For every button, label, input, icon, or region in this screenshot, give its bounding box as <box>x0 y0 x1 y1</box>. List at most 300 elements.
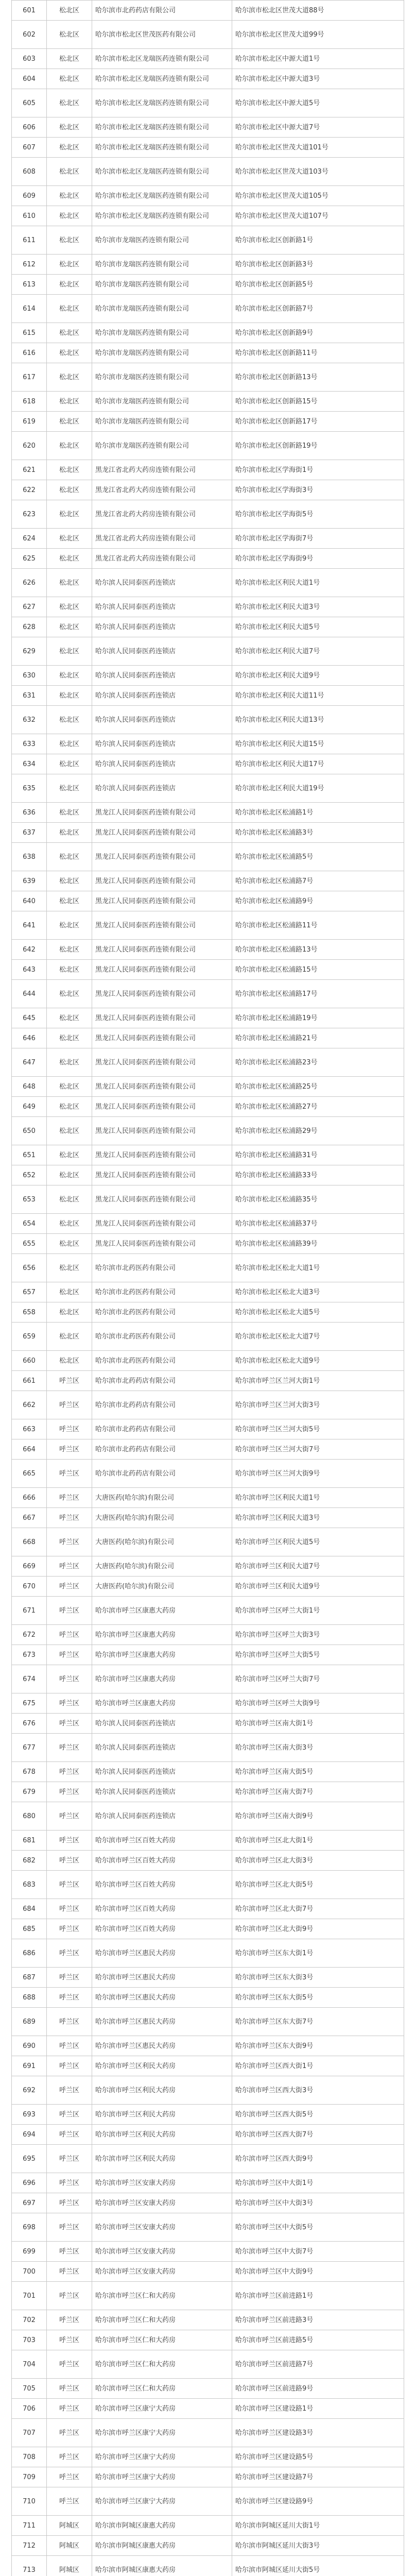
pharmacy-name-cell: 哈尔滨市龙瑞医药连锁有限公司 <box>92 226 232 255</box>
table-row <box>12 2262 404 2282</box>
row-number-cell: 708 <box>12 2447 47 2467</box>
district-cell: 松北区 <box>47 1165 92 1185</box>
pharmacy-name-cell: 哈尔滨市阿城区康惠大药房 <box>92 2516 232 2536</box>
address-cell: 哈尔滨市松北区世茂大道107号 <box>232 206 404 226</box>
row-number-cell: 674 <box>12 1665 47 1693</box>
row-number-cell: 609 <box>12 186 47 206</box>
table-row <box>12 186 404 206</box>
address-cell: 哈尔滨市松北区松北大道7号 <box>232 1323 404 1351</box>
pharmacy-name-cell: 黑龙江人民同泰医药连锁有限公司 <box>92 980 232 1008</box>
table-row <box>12 1439 404 1460</box>
pharmacy-name-cell: 哈尔滨市呼兰区康宁大药房 <box>92 2419 232 2447</box>
pharmacy-name-cell: 哈尔滨市松北区龙瑞医药连锁有限公司 <box>92 186 232 206</box>
table-row <box>12 734 404 754</box>
table-row <box>12 1665 404 1693</box>
district-cell: 松北区 <box>47 206 92 226</box>
row-number-cell: 669 <box>12 1556 47 1577</box>
row-number-cell: 602 <box>12 21 47 49</box>
table-row <box>12 529 404 549</box>
district-cell: 松北区 <box>47 1097 92 1117</box>
row-number-cell: 711 <box>12 2516 47 2536</box>
pharmacy-name-cell: 哈尔滨市北药医药有限公司 <box>92 1302 232 1323</box>
table-row <box>12 871 404 891</box>
district-cell: 呼兰区 <box>47 1762 92 1782</box>
table-row <box>12 2105 404 2125</box>
district-cell: 呼兰区 <box>47 2447 92 2467</box>
district-cell: 呼兰区 <box>47 1665 92 1693</box>
district-cell: 呼兰区 <box>47 1802 92 1831</box>
row-number-cell: 604 <box>12 69 47 89</box>
district-cell: 松北区 <box>47 891 92 911</box>
district-cell: 松北区 <box>47 940 92 960</box>
pharmacy-name-cell: 哈尔滨市呼兰区百姓大药房 <box>92 1899 232 1919</box>
row-number-cell: 615 <box>12 323 47 343</box>
pharmacy-name-cell: 哈尔滨人民同泰医药连锁店 <box>92 1714 232 1734</box>
address-cell: 哈尔滨市呼兰区西大街9号 <box>232 2145 404 2173</box>
row-number-cell: 698 <box>12 2213 47 2242</box>
pharmacy-name-cell: 哈尔滨市呼兰区惠民大药房 <box>92 2008 232 2036</box>
address-cell: 哈尔滨市呼兰区利民大道3号 <box>232 1508 404 1528</box>
row-number-cell: 663 <box>12 1419 47 1439</box>
row-number-cell: 635 <box>12 774 47 803</box>
pharmacy-name-cell: 哈尔滨市松北区龙瑞医药连锁有限公司 <box>92 89 232 117</box>
district-cell: 松北区 <box>47 255 92 275</box>
row-number-cell: 607 <box>12 138 47 158</box>
address-cell: 哈尔滨市松北区松浦路23号 <box>232 1048 404 1077</box>
district-cell: 呼兰区 <box>47 2310 92 2330</box>
row-number-cell: 653 <box>12 1185 47 1214</box>
district-cell: 呼兰区 <box>47 1939 92 1968</box>
pharmacy-name-cell: 哈尔滨市龙瑞医药连锁有限公司 <box>92 432 232 460</box>
district-cell: 松北区 <box>47 295 92 323</box>
table-row <box>12 323 404 343</box>
pharmacy-name-cell: 黑龙江人民同泰医药连锁有限公司 <box>92 1214 232 1234</box>
pharmacy-name-cell: 哈尔滨市阿城区康惠大药房 <box>92 2536 232 2556</box>
row-number-cell: 670 <box>12 1577 47 1597</box>
pharmacy-name-cell: 哈尔滨市呼兰区百姓大药房 <box>92 1871 232 1899</box>
pharmacy-name-cell: 黑龙江省北药大药房连锁有限公司 <box>92 480 232 500</box>
pharmacy-name-cell: 黑龙江人民同泰医药连锁有限公司 <box>92 1117 232 1145</box>
pharmacy-name-cell: 哈尔滨市呼兰区康惠大药房 <box>92 1665 232 1693</box>
row-number-cell: 640 <box>12 891 47 911</box>
table-row <box>12 1831 404 1851</box>
district-cell: 呼兰区 <box>47 1439 92 1460</box>
table-row <box>12 1734 404 1762</box>
address-cell: 哈尔滨市呼兰区东大街1号 <box>232 1939 404 1968</box>
address-cell: 哈尔滨市呼兰区利民大道1号 <box>232 1488 404 1508</box>
pharmacy-name-cell: 哈尔滨人民同泰医药连锁店 <box>92 637 232 666</box>
row-number-cell: 673 <box>12 1645 47 1665</box>
district-cell: 呼兰区 <box>47 2330 92 2350</box>
address-cell: 哈尔滨市松北区创新路19号 <box>232 432 404 460</box>
district-cell: 呼兰区 <box>47 2145 92 2173</box>
pharmacy-name-cell: 哈尔滨市松北区世茂医药有限公司 <box>92 21 232 49</box>
address-cell: 哈尔滨市呼兰区中大街9号 <box>232 2262 404 2282</box>
address-cell: 哈尔滨市松北区利民大道5号 <box>232 617 404 637</box>
address-cell: 哈尔滨市松北区松浦路3号 <box>232 823 404 843</box>
district-cell: 阿城区 <box>47 2536 92 2556</box>
pharmacy-name-cell: 哈尔滨人民同泰医药连锁店 <box>92 1782 232 1802</box>
address-cell: 哈尔滨市呼兰区西大街1号 <box>232 2056 404 2076</box>
pharmacy-name-cell: 哈尔滨市北药医药有限公司 <box>92 1351 232 1371</box>
row-number-cell: 630 <box>12 666 47 686</box>
table-row <box>12 1528 404 1556</box>
district-cell: 松北区 <box>47 21 92 49</box>
district-cell: 松北区 <box>47 549 92 569</box>
address-cell: 哈尔滨市松北区创新路15号 <box>232 392 404 412</box>
row-number-cell: 629 <box>12 637 47 666</box>
district-cell: 呼兰区 <box>47 1488 92 1508</box>
row-number-cell: 712 <box>12 2536 47 2556</box>
address-cell: 哈尔滨市松北区学海街5号 <box>232 500 404 529</box>
row-number-cell: 658 <box>12 1302 47 1323</box>
district-cell: 松北区 <box>47 275 92 295</box>
row-number-cell: 620 <box>12 432 47 460</box>
address-cell: 哈尔滨市松北区松浦路27号 <box>232 1097 404 1117</box>
row-number-cell: 696 <box>12 2173 47 2193</box>
row-number-cell: 624 <box>12 529 47 549</box>
row-number-cell: 621 <box>12 460 47 480</box>
address-cell: 哈尔滨市松北区利民大道7号 <box>232 637 404 666</box>
address-cell: 哈尔滨市呼兰区前进路7号 <box>232 2350 404 2379</box>
address-cell: 哈尔滨市呼兰区兰河大街7号 <box>232 1439 404 1460</box>
row-number-cell: 623 <box>12 500 47 529</box>
pharmacy-name-cell: 哈尔滨市松北区龙瑞医药连锁有限公司 <box>92 69 232 89</box>
pharmacy-name-cell: 哈尔滨人民同泰医药连锁店 <box>92 686 232 706</box>
row-number-cell: 611 <box>12 226 47 255</box>
table-row <box>12 49 404 69</box>
address-cell: 哈尔滨市松北区中源大道5号 <box>232 89 404 117</box>
row-number-cell: 668 <box>12 1528 47 1556</box>
address-cell: 哈尔滨市呼兰区呼兰大街5号 <box>232 1645 404 1665</box>
address-cell: 哈尔滨市松北区松浦路11号 <box>232 911 404 940</box>
row-number-cell: 656 <box>12 1254 47 1282</box>
address-cell: 哈尔滨市松北区松浦路13号 <box>232 940 404 960</box>
table-row <box>12 158 404 186</box>
district-cell: 松北区 <box>47 412 92 432</box>
district-cell: 呼兰区 <box>47 1693 92 1714</box>
row-number-cell: 660 <box>12 1351 47 1371</box>
address-cell: 哈尔滨市松北区利民大道13号 <box>232 706 404 734</box>
table-row <box>12 1323 404 1351</box>
address-cell: 哈尔滨市呼兰区中大街7号 <box>232 2242 404 2262</box>
address-cell: 哈尔滨市松北区创新路17号 <box>232 412 404 432</box>
district-cell: 松北区 <box>47 1234 92 1254</box>
district-cell: 呼兰区 <box>47 1782 92 1802</box>
pharmacy-name-cell: 黑龙江省北药大药房连锁有限公司 <box>92 500 232 529</box>
district-cell: 呼兰区 <box>47 2105 92 2125</box>
pharmacy-name-cell: 哈尔滨市龙瑞医药连锁有限公司 <box>92 412 232 432</box>
row-number-cell: 699 <box>12 2242 47 2262</box>
pharmacy-name-cell: 哈尔滨市呼兰区安康大药房 <box>92 2193 232 2213</box>
district-cell: 松北区 <box>47 89 92 117</box>
row-number-cell: 616 <box>12 343 47 363</box>
district-cell: 呼兰区 <box>47 1508 92 1528</box>
district-cell: 松北区 <box>47 363 92 392</box>
row-number-cell: 678 <box>12 1762 47 1782</box>
row-number-cell: 613 <box>12 275 47 295</box>
address-cell: 哈尔滨市松北区中源大道3号 <box>232 69 404 89</box>
pharmacy-name-cell: 哈尔滨市北药医药有限公司 <box>92 1254 232 1282</box>
district-cell: 松北区 <box>47 226 92 255</box>
district-cell: 呼兰区 <box>47 1419 92 1439</box>
district-cell: 松北区 <box>47 1 92 21</box>
district-cell: 呼兰区 <box>47 1919 92 1939</box>
address-cell: 哈尔滨市呼兰区东大街5号 <box>232 1988 404 2008</box>
address-cell: 哈尔滨市松北区利民大道1号 <box>232 569 404 597</box>
table-row <box>12 843 404 871</box>
pharmacy-name-cell: 哈尔滨市呼兰区利民大药房 <box>92 2125 232 2145</box>
address-cell: 哈尔滨市呼兰区前进路1号 <box>232 2282 404 2310</box>
district-cell: 呼兰区 <box>47 2125 92 2145</box>
pharmacy-name-cell: 哈尔滨市呼兰区惠民大药房 <box>92 1939 232 1968</box>
district-cell: 松北区 <box>47 1145 92 1165</box>
district-cell: 松北区 <box>47 637 92 666</box>
district-cell: 呼兰区 <box>47 2193 92 2213</box>
address-cell: 哈尔滨市呼兰区北大街1号 <box>232 1831 404 1851</box>
table-row <box>12 1871 404 1899</box>
table-row <box>12 1048 404 1077</box>
pharmacy-name-cell: 黑龙江人民同泰医药连锁有限公司 <box>92 1077 232 1097</box>
district-cell: 松北区 <box>47 1008 92 1028</box>
pharmacy-name-cell: 哈尔滨市阿城区康惠大药房 <box>92 2556 232 2576</box>
address-cell: 哈尔滨市呼兰区前进路5号 <box>232 2330 404 2350</box>
table-row <box>12 2350 404 2379</box>
table-row <box>12 500 404 529</box>
address-cell: 哈尔滨市松北区松浦路21号 <box>232 1028 404 1048</box>
address-cell: 哈尔滨市松北区中源大道7号 <box>232 117 404 138</box>
pharmacy-name-cell: 大唐医药(哈尔滨)有限公司 <box>92 1488 232 1508</box>
table-row <box>12 1008 404 1028</box>
row-number-cell: 687 <box>12 1968 47 1988</box>
address-cell: 哈尔滨市松北区世茂大道99号 <box>232 21 404 49</box>
address-cell: 哈尔滨市松北区松北大道5号 <box>232 1302 404 1323</box>
table-row <box>12 960 404 980</box>
pharmacy-name-cell: 哈尔滨市北药药店有限公司 <box>92 1391 232 1419</box>
pharmacy-name-cell: 哈尔滨市龙瑞医药连锁有限公司 <box>92 255 232 275</box>
district-cell: 呼兰区 <box>47 1625 92 1645</box>
table-row <box>12 597 404 617</box>
pharmacy-name-cell: 哈尔滨人民同泰医药连锁店 <box>92 597 232 617</box>
district-cell: 松北区 <box>47 432 92 460</box>
table-row <box>12 1419 404 1439</box>
pharmacy-name-cell: 哈尔滨市松北区龙瑞医药连锁有限公司 <box>92 49 232 69</box>
pharmacy-name-cell: 哈尔滨市呼兰区利民大药房 <box>92 2056 232 2076</box>
district-cell: 松北区 <box>47 1214 92 1234</box>
district-cell: 松北区 <box>47 480 92 500</box>
address-cell: 哈尔滨市松北区松浦路39号 <box>232 1234 404 1254</box>
pharmacy-name-cell: 哈尔滨人民同泰医药连锁店 <box>92 754 232 774</box>
table-row <box>12 2008 404 2036</box>
address-cell: 哈尔滨市松北区创新路11号 <box>232 343 404 363</box>
table-row <box>12 117 404 138</box>
row-number-cell: 628 <box>12 617 47 637</box>
table-row <box>12 1117 404 1145</box>
table-row <box>12 1185 404 1214</box>
table-row <box>12 480 404 500</box>
table-row <box>12 1968 404 1988</box>
district-cell: 松北区 <box>47 1077 92 1097</box>
row-number-cell: 657 <box>12 1282 47 1302</box>
pharmacy-name-cell: 哈尔滨市松北区龙瑞医药连锁有限公司 <box>92 117 232 138</box>
address-cell: 哈尔滨市松北区创新路1号 <box>232 226 404 255</box>
address-cell: 哈尔滨市松北区创新路3号 <box>232 255 404 275</box>
district-cell: 呼兰区 <box>47 1871 92 1899</box>
district-cell: 呼兰区 <box>47 2487 92 2516</box>
row-number-cell: 645 <box>12 1008 47 1028</box>
address-cell: 哈尔滨市松北区松浦路29号 <box>232 1117 404 1145</box>
table-row <box>12 89 404 117</box>
table-row <box>12 1391 404 1419</box>
pharmacy-name-cell: 哈尔滨人民同泰医药连锁店 <box>92 617 232 637</box>
row-number-cell: 649 <box>12 1097 47 1117</box>
pharmacy-name-cell: 黑龙江人民同泰医药连锁有限公司 <box>92 823 232 843</box>
address-cell: 哈尔滨市呼兰区呼兰大街3号 <box>232 1625 404 1645</box>
row-number-cell: 713 <box>12 2556 47 2576</box>
address-cell: 哈尔滨市呼兰区前进路3号 <box>232 2310 404 2330</box>
district-cell: 松北区 <box>47 980 92 1008</box>
pharmacy-name-cell: 哈尔滨市呼兰区百姓大药房 <box>92 1919 232 1939</box>
table-row <box>12 1802 404 1831</box>
table-row <box>12 637 404 666</box>
district-cell: 呼兰区 <box>47 1371 92 1391</box>
row-number-cell: 625 <box>12 549 47 569</box>
table-row <box>12 1254 404 1282</box>
address-cell: 哈尔滨市松北区创新路5号 <box>232 275 404 295</box>
row-number-cell: 637 <box>12 823 47 843</box>
address-cell: 哈尔滨市呼兰区东大街3号 <box>232 1968 404 1988</box>
row-number-cell: 700 <box>12 2262 47 2282</box>
pharmacy-table-body <box>12 1 404 2576</box>
table-row <box>12 2419 404 2447</box>
table-row <box>12 2242 404 2262</box>
pharmacy-name-cell: 哈尔滨市呼兰区康惠大药房 <box>92 1693 232 1714</box>
row-number-cell: 618 <box>12 392 47 412</box>
address-cell: 哈尔滨市松北区创新路13号 <box>232 363 404 392</box>
district-cell: 松北区 <box>47 392 92 412</box>
pharmacy-name-cell: 哈尔滨人民同泰医药连锁店 <box>92 666 232 686</box>
address-cell: 哈尔滨市松北区世茂大道105号 <box>232 186 404 206</box>
address-cell: 哈尔滨市呼兰区兰河大街5号 <box>232 1419 404 1439</box>
table-row <box>12 206 404 226</box>
district-cell: 松北区 <box>47 529 92 549</box>
address-cell: 哈尔滨市呼兰区西大街3号 <box>232 2076 404 2105</box>
table-row <box>12 2125 404 2145</box>
address-cell: 哈尔滨市呼兰区兰河大街1号 <box>232 1371 404 1391</box>
row-number-cell: 680 <box>12 1802 47 1831</box>
district-cell: 呼兰区 <box>47 1391 92 1419</box>
district-cell: 松北区 <box>47 569 92 597</box>
pharmacy-name-cell: 大唐医药(哈尔滨)有限公司 <box>92 1577 232 1597</box>
district-cell: 松北区 <box>47 823 92 843</box>
row-number-cell: 685 <box>12 1919 47 1939</box>
row-number-cell: 610 <box>12 206 47 226</box>
pharmacy-name-cell: 黑龙江人民同泰医药连锁有限公司 <box>92 1028 232 1048</box>
row-number-cell: 648 <box>12 1077 47 1097</box>
district-cell: 松北区 <box>47 117 92 138</box>
table-row <box>12 686 404 706</box>
table-row <box>12 2536 404 2556</box>
pharmacy-name-cell: 哈尔滨人民同泰医药连锁店 <box>92 734 232 754</box>
table-row <box>12 706 404 734</box>
table-row <box>12 2467 404 2487</box>
district-cell: 松北区 <box>47 1028 92 1048</box>
pharmacy-name-cell: 哈尔滨市呼兰区仁和大药房 <box>92 2330 232 2350</box>
pharmacy-name-cell: 哈尔滨市北药药店有限公司 <box>92 1439 232 1460</box>
row-number-cell: 706 <box>12 2399 47 2419</box>
table-row <box>12 460 404 480</box>
table-row <box>12 226 404 255</box>
district-cell: 呼兰区 <box>47 1597 92 1625</box>
row-number-cell: 636 <box>12 803 47 823</box>
district-cell: 松北区 <box>47 1254 92 1282</box>
table-row <box>12 823 404 843</box>
address-cell: 哈尔滨市呼兰区建设路5号 <box>232 2447 404 2467</box>
row-number-cell: 686 <box>12 1939 47 1968</box>
row-number-cell: 601 <box>12 1 47 21</box>
district-cell: 松北区 <box>47 1302 92 1323</box>
address-cell: 哈尔滨市呼兰区呼兰大街9号 <box>232 1693 404 1714</box>
district-cell: 呼兰区 <box>47 1714 92 1734</box>
pharmacy-name-cell: 哈尔滨市呼兰区安康大药房 <box>92 2213 232 2242</box>
row-number-cell: 697 <box>12 2193 47 2213</box>
table-row <box>12 774 404 803</box>
pharmacy-name-cell: 哈尔滨市呼兰区惠民大药房 <box>92 1968 232 1988</box>
district-cell: 松北区 <box>47 323 92 343</box>
address-cell: 哈尔滨市松北区中源大道1号 <box>232 49 404 69</box>
pharmacy-name-cell: 黑龙江人民同泰医药连锁有限公司 <box>92 891 232 911</box>
row-number-cell: 626 <box>12 569 47 597</box>
district-cell: 松北区 <box>47 138 92 158</box>
pharmacy-name-cell: 哈尔滨人民同泰医药连锁店 <box>92 706 232 734</box>
row-number-cell: 707 <box>12 2419 47 2447</box>
table-row <box>12 1234 404 1254</box>
row-number-cell: 606 <box>12 117 47 138</box>
row-number-cell: 672 <box>12 1625 47 1645</box>
table-row <box>12 569 404 597</box>
row-number-cell: 704 <box>12 2350 47 2379</box>
pharmacy-name-cell: 黑龙江人民同泰医药连锁有限公司 <box>92 1185 232 1214</box>
row-number-cell: 691 <box>12 2056 47 2076</box>
district-cell: 呼兰区 <box>47 1734 92 1762</box>
table-row <box>12 2447 404 2467</box>
table-row <box>12 363 404 392</box>
table-row <box>12 549 404 569</box>
table-row <box>12 1097 404 1117</box>
row-number-cell: 654 <box>12 1214 47 1234</box>
row-number-cell: 641 <box>12 911 47 940</box>
table-row <box>12 1 404 21</box>
table-row <box>12 1782 404 1802</box>
address-cell: 哈尔滨市松北区学海街9号 <box>232 549 404 569</box>
district-cell: 呼兰区 <box>47 2379 92 2399</box>
pharmacy-name-cell: 哈尔滨市龙瑞医药连锁有限公司 <box>92 392 232 412</box>
table-row <box>12 666 404 686</box>
pharmacy-name-cell: 黑龙江人民同泰医药连锁有限公司 <box>92 940 232 960</box>
table-row <box>12 2193 404 2213</box>
row-number-cell: 664 <box>12 1439 47 1460</box>
address-cell: 哈尔滨市呼兰区中大街1号 <box>232 2173 404 2193</box>
pharmacy-name-cell: 黑龙江人民同泰医药连锁有限公司 <box>92 803 232 823</box>
address-cell: 哈尔滨市松北区创新路9号 <box>232 323 404 343</box>
address-cell: 哈尔滨市松北区学海街1号 <box>232 460 404 480</box>
district-cell: 呼兰区 <box>47 2399 92 2419</box>
table-row <box>12 412 404 432</box>
table-row <box>12 980 404 1008</box>
pharmacy-name-cell: 黑龙江人民同泰医药连锁有限公司 <box>92 1048 232 1077</box>
pharmacy-list-sheet <box>11 0 404 2576</box>
district-cell: 呼兰区 <box>47 1645 92 1665</box>
